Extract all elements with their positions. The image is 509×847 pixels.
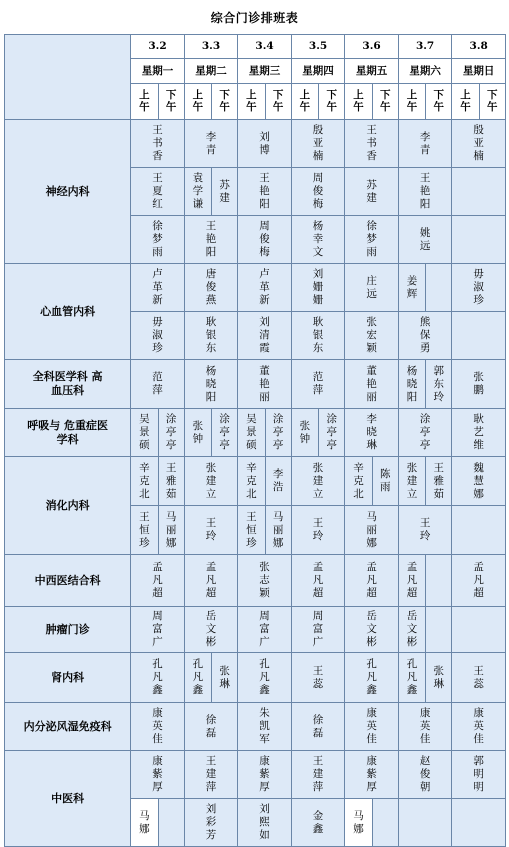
- shift-cell: 周俊梅: [291, 168, 345, 216]
- shift-cell: 马丽娜: [265, 506, 291, 555]
- am-header: 上午: [345, 84, 372, 120]
- shift-cell: 唐俊燕: [184, 264, 238, 312]
- shift-cell: 王艳阳: [238, 168, 292, 216]
- shift-cell: [426, 264, 452, 312]
- shift-cell: 苏建: [212, 168, 238, 216]
- shift-cell: 马娜: [345, 799, 372, 847]
- shift-cell: 岳文彬: [345, 607, 399, 653]
- shift-cell: 马丽娜: [158, 506, 184, 555]
- shift-cell: 康英佳: [398, 703, 452, 751]
- shift-cell: 涂亭亭: [319, 409, 345, 457]
- shift-cell: 吴景硕: [131, 409, 158, 457]
- shift-cell: 杨幸文: [291, 216, 345, 264]
- pm-header: 下午: [265, 84, 291, 120]
- shift-cell: [452, 216, 506, 264]
- shift-cell: 康英佳: [131, 703, 185, 751]
- shift-cell: 王建萍: [184, 751, 238, 799]
- shift-cell: 王恒珍: [131, 506, 158, 555]
- shift-cell: 卢革新: [238, 264, 292, 312]
- dept-label: 心血管内科: [5, 264, 131, 360]
- date-header: 3.6: [345, 35, 399, 59]
- shift-cell: 王雅茹: [158, 457, 184, 506]
- shift-cell: 张琳: [212, 653, 238, 703]
- shift-cell: 刘姗姗: [291, 264, 345, 312]
- shift-cell: 魏慧娜: [452, 457, 506, 506]
- shift-cell: 王书香: [345, 120, 399, 168]
- shift-cell: 马丽娜: [345, 506, 399, 555]
- shift-cell: 王书香: [131, 120, 185, 168]
- shift-cell: 李浩: [265, 457, 291, 506]
- shift-cell: [452, 607, 506, 653]
- shift-cell: 涂亭亭: [265, 409, 291, 457]
- shift-cell: 张钟: [291, 409, 318, 457]
- shift-cell: 王玲: [184, 506, 238, 555]
- shift-cell: [452, 506, 506, 555]
- shift-cell: 金鑫: [291, 799, 345, 847]
- shift-cell: 殷亚楠: [291, 120, 345, 168]
- weekday-header: 星期二: [184, 59, 238, 84]
- shift-cell: [452, 312, 506, 360]
- shift-cell: 王艳阳: [184, 216, 238, 264]
- shift-cell: 吴景硕: [238, 409, 265, 457]
- shift-cell: 徐梦雨: [131, 216, 185, 264]
- shift-cell: 姚远: [398, 216, 452, 264]
- shift-cell: 杨晓阳: [184, 360, 238, 409]
- shift-cell: 姜辉: [398, 264, 425, 312]
- shift-cell: [372, 799, 398, 847]
- shift-cell: [452, 799, 506, 847]
- shift-cell: 耿银东: [291, 312, 345, 360]
- shift-cell: 耿银东: [184, 312, 238, 360]
- shift-cell: 张钟: [184, 409, 211, 457]
- shift-cell: 康紫厚: [345, 751, 399, 799]
- shift-cell: 马娜: [131, 799, 158, 847]
- shift-cell: 孟凡超: [398, 555, 425, 607]
- shift-cell: 刘熙如: [238, 799, 292, 847]
- shift-cell: 辛克北: [131, 457, 158, 506]
- shift-cell: 辛克北: [238, 457, 265, 506]
- shift-cell: 刘博: [238, 120, 292, 168]
- shift-cell: 王玲: [291, 506, 345, 555]
- pm-header: 下午: [158, 84, 184, 120]
- shift-cell: 庄远: [345, 264, 399, 312]
- shift-cell: 李青: [398, 120, 452, 168]
- date-header: 3.3: [184, 35, 238, 59]
- shift-cell: 张鹏: [452, 360, 506, 409]
- shift-cell: [158, 799, 184, 847]
- shift-cell: 张宏颖: [345, 312, 399, 360]
- shift-cell: 耿艺维: [452, 409, 506, 457]
- shift-cell: 董艳丽: [238, 360, 292, 409]
- shift-cell: 毋淑珍: [452, 264, 506, 312]
- dept-label: 消化内科: [5, 457, 131, 555]
- shift-cell: 孟凡超: [131, 555, 185, 607]
- shift-cell: 涂亭亭: [212, 409, 238, 457]
- shift-cell: 毋淑珍: [131, 312, 185, 360]
- page-title: 综合门诊排班表: [210, 11, 299, 25]
- shift-cell: 周富广: [291, 607, 345, 653]
- shift-cell: 辛克北: [345, 457, 372, 506]
- date-header: 3.7: [398, 35, 452, 59]
- shift-cell: 周富广: [131, 607, 185, 653]
- shift-cell: 范萍: [131, 360, 185, 409]
- shift-cell: 袁学谦: [184, 168, 211, 216]
- shift-cell: 王蕊: [452, 653, 506, 703]
- shift-cell: 王蕊: [291, 653, 345, 703]
- shift-cell: 徐梦雨: [345, 216, 399, 264]
- shift-cell: 孔凡鑫: [398, 653, 425, 703]
- shift-cell: 刘彩芳: [184, 799, 238, 847]
- shift-cell: 苏建: [345, 168, 399, 216]
- shift-cell: 董艳丽: [345, 360, 399, 409]
- shift-cell: 康紫厚: [131, 751, 185, 799]
- dept-label: 中医科: [5, 751, 131, 847]
- shift-cell: 朱凯军: [238, 703, 292, 751]
- shift-cell: 孟凡超: [184, 555, 238, 607]
- shift-cell: 孔凡鑫: [184, 653, 211, 703]
- dept-label: 内分泌风湿免疫科: [5, 703, 131, 751]
- dept-label: 肾内科: [5, 653, 131, 703]
- am-header: 上午: [184, 84, 211, 120]
- shift-cell: 赵俊朝: [398, 751, 452, 799]
- schedule-table: [4, 34, 506, 847]
- shift-cell: 张建立: [398, 457, 425, 506]
- shift-cell: 刘清霞: [238, 312, 292, 360]
- shift-cell: 孟凡超: [345, 555, 399, 607]
- pm-header: 下午: [479, 84, 505, 120]
- shift-cell: 张琳: [426, 653, 452, 703]
- shift-cell: 王玲: [398, 506, 452, 555]
- dept-label: 中西医结合科: [5, 555, 131, 607]
- corner-cell: [5, 35, 131, 120]
- weekday-header: 星期一: [131, 59, 185, 84]
- shift-cell: 王雅茹: [426, 457, 452, 506]
- date-header: 3.8: [452, 35, 506, 59]
- shift-cell: 孔凡鑫: [345, 653, 399, 703]
- shift-cell: 孟凡超: [291, 555, 345, 607]
- shift-cell: 涂亭亭: [158, 409, 184, 457]
- shift-cell: 涂亭亭: [398, 409, 452, 457]
- pm-header: 下午: [319, 84, 345, 120]
- weekday-header: 星期四: [291, 59, 345, 84]
- am-header: 上午: [238, 84, 265, 120]
- shift-cell: 徐磊: [291, 703, 345, 751]
- date-header: 3.5: [291, 35, 345, 59]
- dept-label: 呼吸与 危重症医学科: [5, 409, 131, 457]
- shift-cell: [426, 555, 452, 607]
- pm-header: 下午: [426, 84, 452, 120]
- shift-cell: 李青: [184, 120, 238, 168]
- shift-cell: 岳文彬: [184, 607, 238, 653]
- shift-cell: 周富广: [238, 607, 292, 653]
- date-header: 3.4: [238, 35, 292, 59]
- shift-cell: 王艳阳: [398, 168, 452, 216]
- am-header: 上午: [398, 84, 425, 120]
- shift-cell: 范萍: [291, 360, 345, 409]
- shift-cell: 周俊梅: [238, 216, 292, 264]
- weekday-header: 星期六: [398, 59, 452, 84]
- shift-cell: 卢革新: [131, 264, 185, 312]
- shift-cell: 康英佳: [452, 703, 506, 751]
- shift-cell: 王建萍: [291, 751, 345, 799]
- shift-cell: 王恒珍: [238, 506, 265, 555]
- weekday-header: 星期日: [452, 59, 506, 84]
- shift-cell: 郭东玲: [426, 360, 452, 409]
- dept-label: 全科医学科 高血压科: [5, 360, 131, 409]
- pm-header: 下午: [372, 84, 398, 120]
- pm-header: 下午: [212, 84, 238, 120]
- shift-cell: [452, 168, 506, 216]
- shift-cell: 王夏红: [131, 168, 185, 216]
- shift-cell: 徐磊: [184, 703, 238, 751]
- shift-cell: 殷亚楠: [452, 120, 506, 168]
- shift-cell: 张志颖: [238, 555, 292, 607]
- weekday-header: 星期三: [238, 59, 292, 84]
- shift-cell: [426, 607, 452, 653]
- date-header: 3.2: [131, 35, 185, 59]
- dept-label: 神经内科: [5, 120, 131, 264]
- weekday-header: 星期五: [345, 59, 399, 84]
- shift-cell: 孔凡鑫: [238, 653, 292, 703]
- shift-cell: 孟凡超: [452, 555, 506, 607]
- shift-cell: 李晓琳: [345, 409, 399, 457]
- shift-cell: 康紫厚: [238, 751, 292, 799]
- shift-cell: 杨晓阳: [398, 360, 425, 409]
- shift-cell: 孔凡鑫: [131, 653, 185, 703]
- am-header: 上午: [452, 84, 479, 120]
- shift-cell: 张建立: [291, 457, 345, 506]
- am-header: 上午: [131, 84, 158, 120]
- shift-cell: 张建立: [184, 457, 238, 506]
- shift-cell: 陈雨: [372, 457, 398, 506]
- shift-cell: 康英佳: [345, 703, 399, 751]
- dept-label: 肿瘤门诊: [5, 607, 131, 653]
- am-header: 上午: [291, 84, 318, 120]
- shift-cell: 郭明明: [452, 751, 506, 799]
- shift-cell: 熊保勇: [398, 312, 452, 360]
- shift-cell: 岳文彬: [398, 607, 425, 653]
- shift-cell: [398, 799, 452, 847]
